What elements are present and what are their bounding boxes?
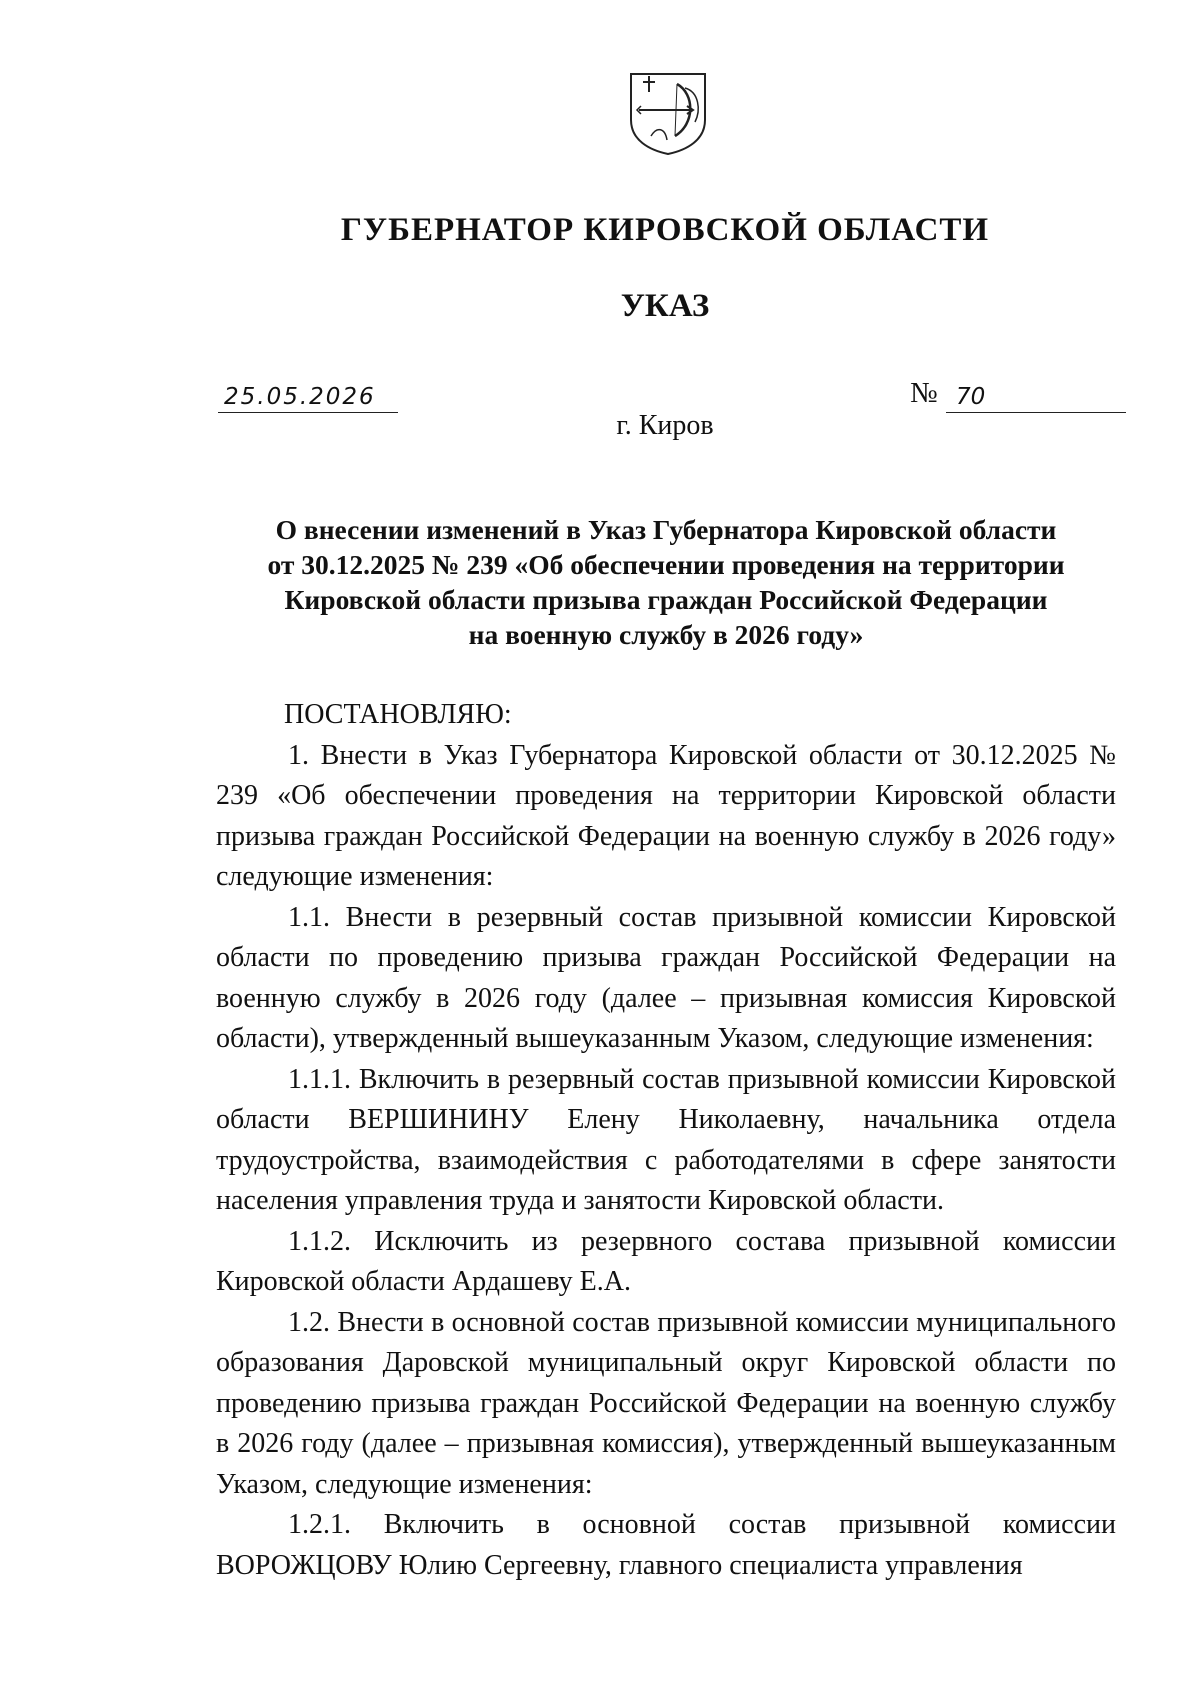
document-type: УКАЗ xyxy=(620,288,710,324)
decree-word: ПОСТАНОВЛЯЮ: xyxy=(284,699,512,730)
issuer-heading: ГУБЕРНАТОР КИРОВСКОЙ ОБЛАСТИ xyxy=(340,212,990,248)
title-line: О внесении изменений в Указ Губернатора Кировской области xyxy=(275,514,1057,545)
coat-of-arms-icon xyxy=(625,70,711,156)
number-sign: № xyxy=(910,377,938,409)
paragraph: 1.1.1. Включить в резервный состав призывной комиссии Кировской области ВЕРШИНИНУ Елену Николаевну, начальника отдела трудоустройства, взаимодействия с работодателями в сфере занятости населения управления труда и занятости Кировской области. xyxy=(216,1063,1116,1216)
document-number: 70 xyxy=(946,383,1126,413)
paragraph: 1.1. Внести в резервный состав призывной комиссии Кировской области по проведению призыва граждан Российской Федерации на военную службу в 2026 году (далее – призывная комиссия Кировской области), утвержденный вышеуказанным Указом, следующие изменения: xyxy=(216,901,1116,1054)
document-date: 25.05.2026 xyxy=(218,383,398,413)
document-city: г. Киров xyxy=(616,410,714,441)
paragraph: 1.2.1. Включить в основной состав призывной комиссии ВОРОЖЦОВУ Юлию Сергеевну, главного специалиста управления xyxy=(216,1509,1116,1581)
paragraph: 1.2. Внести в основной состав призывной комиссии муниципального образования Даровской муниципальный округ Кировской области по проведению призыва граждан Российской Федерации на военную службу в 2026 году (далее – призывная комиссия), утвержденный вышеуказанным Указом, следующие изменения: xyxy=(216,1306,1116,1500)
document-body xyxy=(216,695,1116,1586)
title-line: от 30.12.2025 № 239 «Об обеспечении проведения на территории xyxy=(267,549,1065,580)
document-title xyxy=(216,512,1116,652)
title-line: на военную службу в 2026 году» xyxy=(468,619,864,650)
title-line: Кировской области призыва граждан Российской Федерации xyxy=(284,584,1048,615)
paragraph: 1.1.2. Исключить из резервного состава призывной комиссии Кировской области Ардашеву Е.А. xyxy=(216,1225,1116,1297)
paragraph: 1. Внести в Указ Губернатора Кировской области от 30.12.2025 № 239 «Об обеспечении проведения на территории Кировской области призыва граждан Российской Федерации на военную службу в 2026 году» следующие изменения: xyxy=(216,739,1116,892)
